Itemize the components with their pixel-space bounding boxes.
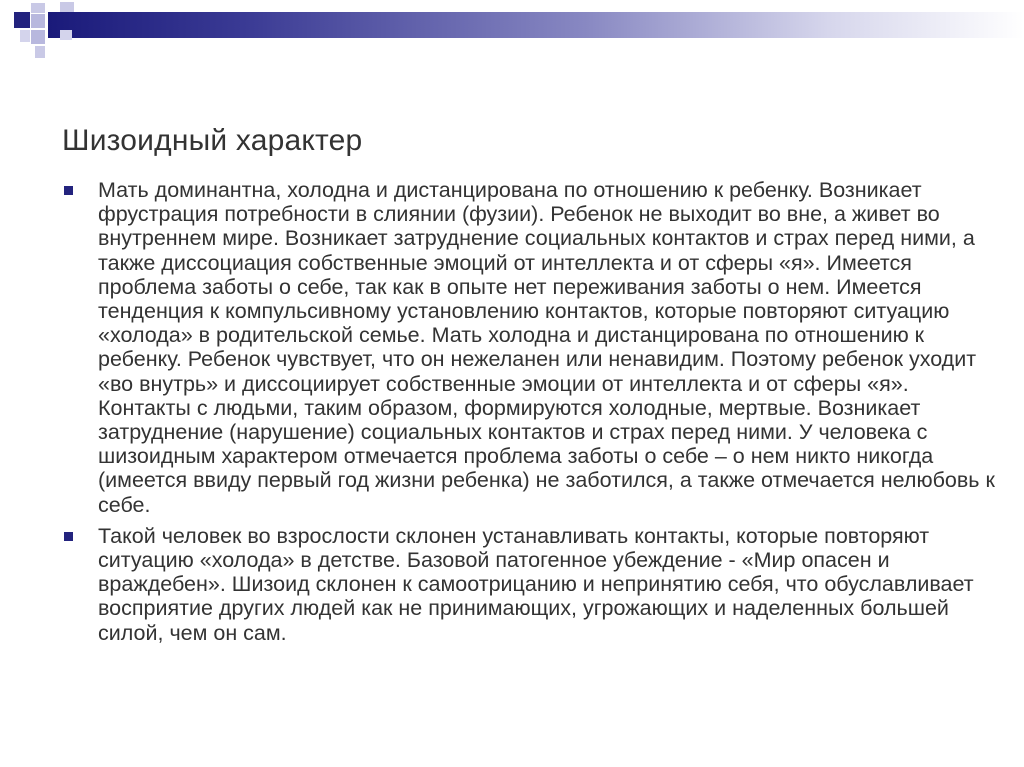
decor-square-lavender <box>31 14 45 28</box>
bullet-list <box>62 178 1002 652</box>
bullet-text: Мать доминантна, холодна и дистанцирована по отношению к ребенку. Возникает фрустрация потребности в слиянии (фузии). Ребенок не выходит во вне, а живет во внутреннем мире. Возникает затруднение социальных контактов и страх перед ними, а также диссоциация собственные эмоций от интеллекта и от сферы «я». Имеется проблема заботы о себе, так как в опыте нет переживания заботы о нем. Имеется тенденция к компульсивному установлению контактов, которые повторяют ситуацию «холода» в родительской семье. Мать холодна и дистанцирована по отношению к ребенку. Ребенок чувствует, что он нежеланен или ненавидим. Поэтому ребенок уходит «во внутрь» и диссоциирует собственные эмоции от интеллекта и от сферы «я». Контакты с людьми, таким образом, формируются холодные, мертвые. Возникает затруднение (нарушение) социальных контактов и страх перед ними. У человека с шизоидным характером отмечается проблема заботы о себе – о нем никто никогда (имеется ввиду первый год жизни ребенка) не заботился, а также отмечается нелюбовь к себе. <box>98 178 995 517</box>
header-gradient-bar <box>48 12 1024 38</box>
bullet-item <box>62 178 1002 517</box>
square-bullet-icon <box>64 186 73 195</box>
square-bullet-icon <box>64 532 73 541</box>
decor-square-lavender <box>35 46 45 58</box>
decor-square-lavender <box>60 30 72 40</box>
slide-title: Шизоидный характер <box>62 124 363 157</box>
decor-square-lavender <box>31 30 45 44</box>
decor-square-lavender <box>20 30 30 42</box>
decor-square-lavender <box>60 2 74 12</box>
decor-square-lavender <box>31 3 45 13</box>
bullet-item <box>62 524 1002 645</box>
bullet-text: Такой человек во взрослости склонен устанавливать контакты, которые повторяют ситуацию «холода» в детстве. Базовой патогенное убеждение - «Мир опасен и враждебен». Шизоид склонен к самоотрицанию и непринятию себя, что обуславливает восприятие других людей как не принимающих, угрожающих и наделенных большей силой, чем он сам. <box>98 523 974 645</box>
decor-square-navy <box>14 12 30 28</box>
